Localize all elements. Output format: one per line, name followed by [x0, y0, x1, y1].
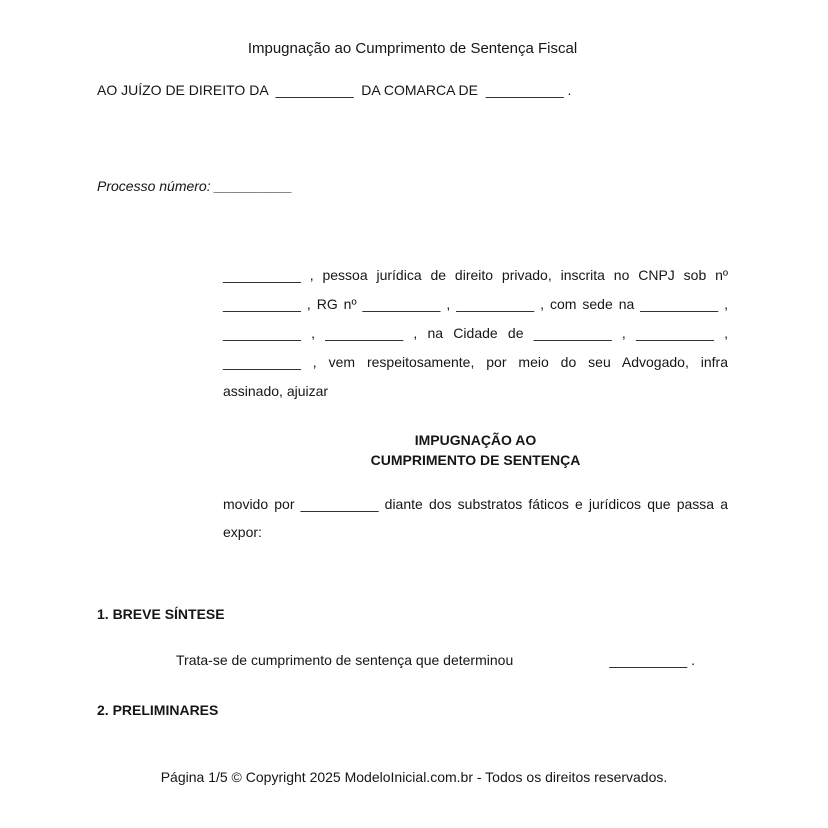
qualification-line: __________ , RG nº __________ , __________ , com sede na __________ ,	[223, 296, 728, 312]
document-heading-line-1: IMPUGNAÇÃO AO	[414, 432, 537, 448]
section-2-heading: 2. PRELIMINARES	[97, 702, 219, 718]
document-heading	[223, 430, 728, 470]
qualification-line: __________ , pessoa jurídica de direito privado, inscrita no CNPJ sob nº	[223, 267, 728, 283]
page-footer: Página 1/5 © Copyright 2025 ModeloInicial.com.br - Todos os direitos reservados.	[160, 769, 668, 785]
document-heading-line-2: CUMPRIMENTO DE SENTENÇA	[370, 452, 581, 468]
section-1-heading: 1. BREVE SÍNTESE	[97, 606, 225, 622]
qualification-line: assinado, ajuizar	[223, 383, 329, 399]
movido-line: movido por __________ diante dos substratos fáticos e jurídicos que passa a	[223, 496, 728, 512]
sintese-blank-field: __________ .	[609, 652, 695, 668]
qualification-paragraph	[223, 261, 728, 406]
court-address-line: AO JUÍZO DE DIREITO DA __________ DA COMARCA DE __________ .	[97, 82, 572, 98]
qualification-line: __________ , __________ , na Cidade de __________ , __________ ,	[223, 325, 728, 341]
movido-line: expor:	[223, 524, 262, 540]
page-title: Impugnação ao Cumprimento de Sentença Fiscal	[247, 40, 578, 57]
movido-paragraph	[223, 490, 728, 546]
process-number-line: Processo número: __________	[97, 178, 293, 194]
sintese-text: Trata-se de cumprimento de sentença que determinou	[176, 652, 514, 668]
qualification-line: __________ , vem respeitosamente, por meio do seu Advogado, infra	[223, 354, 728, 370]
sintese-paragraph	[97, 652, 728, 668]
